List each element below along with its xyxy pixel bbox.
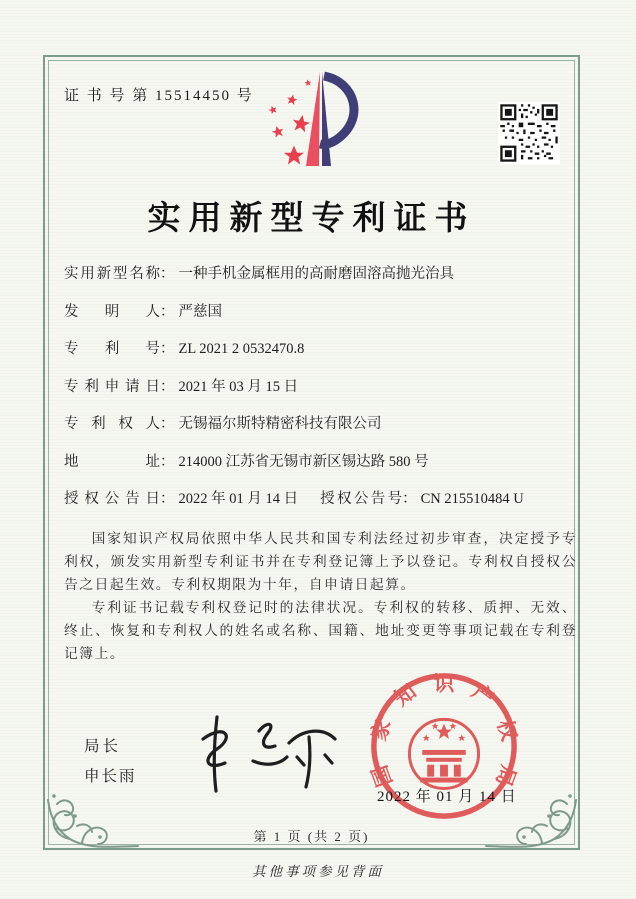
field-value: 2021 年 03 月 15 日 bbox=[178, 378, 299, 395]
seal-char: 产 bbox=[467, 680, 498, 711]
seal-char: 国 bbox=[369, 762, 397, 790]
field-colon: ： bbox=[160, 453, 175, 470]
field-colon: ： bbox=[160, 266, 175, 282]
legal-text-section bbox=[64, 527, 577, 665]
field-value: 严慈国 bbox=[178, 303, 222, 320]
officer-signature-icon bbox=[183, 705, 343, 805]
officer-title: 局长 bbox=[84, 738, 122, 755]
field-colon: ： bbox=[160, 378, 175, 395]
field-row-patentee bbox=[64, 412, 572, 436]
seal-char: 知 bbox=[390, 680, 421, 711]
field-row-name bbox=[64, 262, 572, 286]
certificate-title: 实用新型专利证书 bbox=[147, 201, 476, 237]
field-value: ZL 2021 2 0532470.8 bbox=[178, 341, 305, 357]
field-row-grant bbox=[64, 487, 572, 511]
field-label: 专 利 权 人 bbox=[64, 416, 160, 432]
field-value: 一种手机金属框用的高耐磨固溶高抛光治具 bbox=[178, 266, 454, 282]
field-label: 实用新型名称 bbox=[64, 266, 160, 282]
seal-char: 权 bbox=[492, 717, 520, 744]
seal-char: 识 bbox=[433, 673, 455, 696]
national-emblem-icon bbox=[409, 719, 478, 788]
field-label: 地 址 bbox=[64, 453, 160, 470]
field-label: 授权公告号 bbox=[320, 491, 403, 507]
field-label: 专利申请日 bbox=[64, 378, 160, 395]
field-colon: ： bbox=[160, 303, 175, 320]
seal-char: 局 bbox=[491, 762, 519, 790]
page-number: 第 1 页 (共 2 页) bbox=[253, 829, 370, 844]
fields-section bbox=[64, 262, 572, 525]
grant-date-value: 2022 年 01 月 14 日 bbox=[178, 491, 299, 507]
field-value: 214000 江苏省无锡市新区锡达路 580 号 bbox=[178, 453, 429, 470]
field-row-inventor bbox=[64, 300, 572, 324]
field-colon: ： bbox=[402, 491, 417, 507]
back-side-note: 其他事项参见背面 bbox=[252, 864, 384, 879]
certificate-number: 证 书 号 第 15514450 号 bbox=[64, 88, 254, 104]
field-row-patent-no bbox=[64, 337, 572, 361]
legal-paragraph-1: 国家知识产权局依照中华人民共和国专利法经过初步审查，决定授予专利权，颁发实用新型专利证书并在专利登记簿上予以登记。专利权自授权公告之日起生效。专利权期限为十年，自申请日起算。 bbox=[64, 531, 577, 592]
officer-name: 申长雨 bbox=[84, 768, 137, 785]
grant-no-value: CN 215510484 U bbox=[420, 491, 524, 507]
field-label: 授权公告日 bbox=[64, 491, 160, 507]
field-label: 发 明 人 bbox=[64, 303, 160, 320]
field-row-address bbox=[64, 450, 572, 474]
field-label: 专 利 号 bbox=[64, 341, 160, 357]
qr-code bbox=[498, 102, 560, 164]
cnipa-logo-icon bbox=[264, 68, 368, 176]
field-row-filing-date bbox=[64, 375, 572, 399]
field-colon: ： bbox=[160, 416, 175, 432]
field-value: 无锡福尔斯特精密科技有限公司 bbox=[178, 416, 382, 432]
field-colon: ： bbox=[160, 341, 175, 357]
legal-paragraph-2: 专利证书记载专利权登记时的法律状况。专利权的转移、质押、无效、终止、恢复和专利权人的姓名或名称、国籍、地址变更等事项记载在专利登记簿上。 bbox=[64, 600, 577, 661]
field-colon: ： bbox=[160, 491, 175, 507]
seal-char: 家 bbox=[368, 717, 396, 744]
seal-date: 2022 年 01 月 14 日 bbox=[377, 789, 517, 805]
